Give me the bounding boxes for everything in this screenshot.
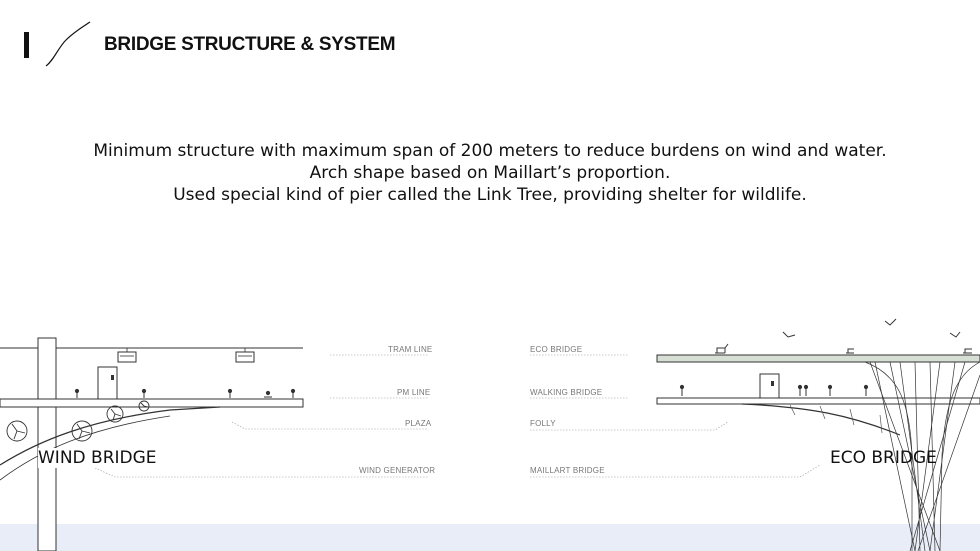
label-wind-generator: WIND GENERATOR (359, 466, 436, 475)
label-maillart-bridge: MAILLART BRIDGE (530, 466, 605, 475)
right-leader-lines (530, 355, 820, 477)
swoosh-logo-icon (44, 20, 92, 70)
eco-deck (657, 355, 980, 362)
label-eco-bridge: ECO BRIDGE (530, 345, 583, 354)
walking-deck (657, 398, 980, 404)
eco-bridge-drawing (520, 315, 980, 551)
label-pm-line: PM LINE (397, 388, 431, 397)
description-line-3: Used special kind of pier called the Link Tree, providing shelter for wildlife. (173, 185, 807, 205)
label-tram-line: TRAM LINE (388, 345, 433, 354)
folly-box-right (760, 374, 779, 398)
label-walking-bridge: WALKING BRIDGE (530, 388, 603, 397)
pylon (38, 338, 56, 551)
page-title: BRIDGE STRUCTURE & SYSTEM (104, 34, 396, 55)
wind-bridge-drawing (0, 330, 440, 551)
title-accent-bar (24, 32, 29, 58)
description (0, 140, 980, 206)
description-line-1: Minimum structure with maximum span of 200 meters to reduce burdens on wind and water. (93, 141, 887, 161)
tram-car-1 (118, 348, 136, 362)
folly-box (98, 367, 117, 399)
tram-car-2 (236, 348, 254, 362)
label-plaza: PLAZA (405, 419, 432, 428)
label-folly: FOLLY (530, 419, 556, 428)
animal-icons (715, 344, 972, 353)
description-line-2: Arch shape based on Maillart’s proportion. (309, 163, 671, 183)
bird-icons (783, 319, 960, 337)
pm-deck (0, 399, 303, 407)
wind-bridge-label: WIND BRIDGE (38, 448, 157, 468)
eco-bridge-label: ECO BRIDGE (830, 448, 937, 468)
